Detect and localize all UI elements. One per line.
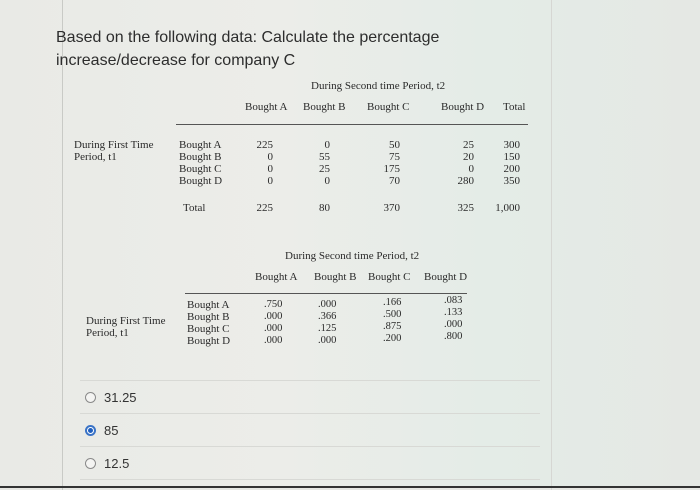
table1-col-bought-a: Bought A xyxy=(245,101,288,113)
table1-col-c-values xyxy=(376,139,400,187)
table-cell: 25 xyxy=(319,163,330,175)
table1-total-c: 370 xyxy=(383,202,400,214)
table-cell: .500 xyxy=(383,309,402,320)
table-cell: .000 xyxy=(264,311,283,322)
table-cell: 20 xyxy=(463,151,474,163)
table2-col-bought-c: Bought C xyxy=(368,271,411,283)
table2-col-c-values xyxy=(383,297,401,345)
answer-option-label: 12.5 xyxy=(104,455,130,471)
table-cell: 0 xyxy=(324,175,330,187)
table1-header-rule xyxy=(176,124,528,125)
radio-unchecked-icon[interactable] xyxy=(85,392,96,403)
table-cell: .366 xyxy=(318,311,337,322)
table1-row-group-label: During First Time Period, t1 xyxy=(74,139,154,163)
table-cell: 0 xyxy=(324,139,330,151)
table-cell: .800 xyxy=(444,331,463,342)
table-cell: 0 xyxy=(267,175,273,187)
table-cell: 350 xyxy=(503,175,520,187)
table-cell: 150 xyxy=(503,151,520,163)
table2-col-bought-d: Bought D xyxy=(424,271,468,283)
table1-total-b: 80 xyxy=(319,202,330,214)
table-cell: 280 xyxy=(457,175,474,187)
table-cell: .000 xyxy=(444,319,463,330)
table1-title: During Second time Period, t2 xyxy=(311,80,446,92)
answer-option-label: 85 xyxy=(104,422,119,438)
table-cell: .166 xyxy=(383,297,402,308)
table-cell: .200 xyxy=(383,333,402,344)
table1-col-total-values xyxy=(496,139,520,187)
table1-row-label: Bought D xyxy=(179,175,223,187)
table2-col-b-values xyxy=(318,299,336,347)
table-cell: 0 xyxy=(267,151,273,163)
radio-unchecked-icon[interactable] xyxy=(85,458,96,469)
table2-title: During Second time Period, t2 xyxy=(285,250,420,262)
table-cell: 25 xyxy=(463,139,474,151)
table1-col-bought-c: Bought C xyxy=(367,101,410,113)
table2-col-bought-b: Bought B xyxy=(314,271,357,283)
table2-header-rule xyxy=(185,293,467,294)
table1-row-labels xyxy=(179,139,222,187)
table-cell: 70 xyxy=(389,175,400,187)
table1-row-label: Bought C xyxy=(179,163,222,175)
table1-col-d-values xyxy=(450,139,474,187)
table2-row-labels xyxy=(187,299,230,347)
table-cell: .750 xyxy=(264,299,283,310)
table-cell: 200 xyxy=(503,163,520,175)
answer-option-12-5[interactable] xyxy=(80,447,540,480)
table-cell: 0 xyxy=(267,163,273,175)
answer-option-85[interactable] xyxy=(80,414,540,447)
table2-row-group-label: During First Time Period, t1 xyxy=(86,315,166,339)
table-cell: 0 xyxy=(468,163,474,175)
table1-col-bought-b: Bought B xyxy=(303,101,346,113)
question-text: Based on the following data: Calculate the percentage increase/decrease for company C xyxy=(56,29,440,69)
table1-col-a-values xyxy=(245,139,273,187)
table2-row-label: Bought D xyxy=(187,335,231,347)
table2-col-a-values xyxy=(264,299,282,347)
table-cell: 50 xyxy=(389,139,400,151)
table1-total-label: Total xyxy=(183,202,206,214)
table2-col-d-values xyxy=(444,295,462,343)
table-cell: 300 xyxy=(503,139,520,151)
answer-option-label: 31.25 xyxy=(104,389,137,405)
table-cell: 225 xyxy=(256,139,273,151)
table1-row-label: Bought B xyxy=(179,151,222,163)
table-cell: .133 xyxy=(444,307,463,318)
table-cell: .875 xyxy=(383,321,402,332)
table1-col-b-values xyxy=(310,139,330,187)
table-cell: .000 xyxy=(318,335,337,346)
table-cell: 55 xyxy=(319,151,330,163)
table2-row-label: Bought A xyxy=(187,299,230,311)
table1-total-grand: 1,000 xyxy=(495,202,520,214)
table2-col-bought-a: Bought A xyxy=(255,271,298,283)
answer-option-31-25[interactable] xyxy=(80,380,540,414)
table1-col-bought-d: Bought D xyxy=(441,101,485,113)
table1-row-label: Bought A xyxy=(179,139,222,151)
table1-total-a: 225 xyxy=(256,202,273,214)
table-cell: .000 xyxy=(264,335,283,346)
table-cell: .000 xyxy=(264,323,283,334)
table-cell: .083 xyxy=(444,295,463,306)
table2-row-label: Bought C xyxy=(187,323,230,335)
table1-col-total: Total xyxy=(503,101,526,113)
table2-row-label: Bought B xyxy=(187,311,230,323)
table-cell: 75 xyxy=(389,151,400,163)
table-cell: 175 xyxy=(383,163,400,175)
answer-options xyxy=(80,380,540,480)
table1-total-d: 325 xyxy=(457,202,474,214)
table-cell: .000 xyxy=(318,299,337,310)
table-cell: .125 xyxy=(318,323,337,334)
radio-checked-icon[interactable] xyxy=(85,425,96,436)
